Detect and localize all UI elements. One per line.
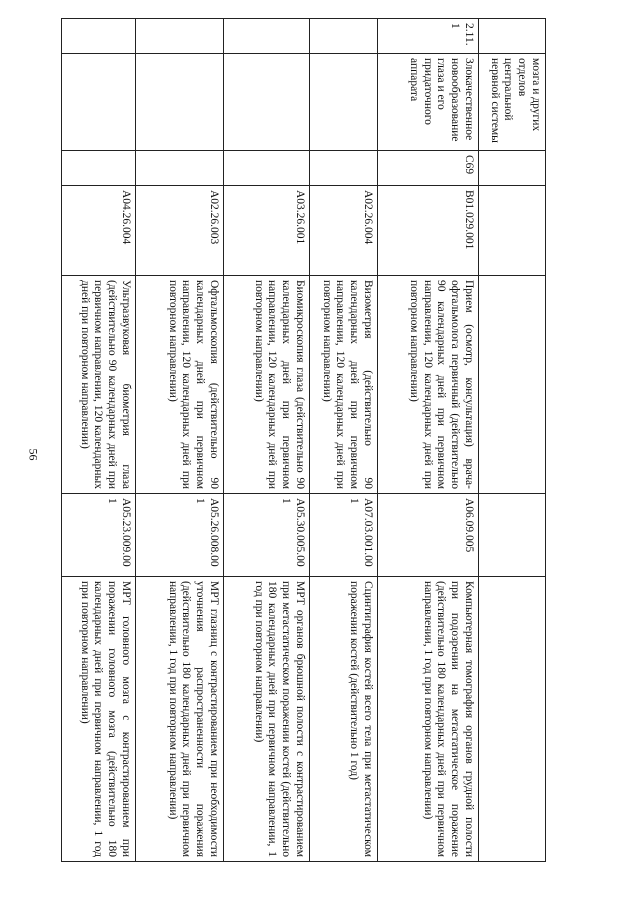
modality-code bbox=[479, 494, 546, 577]
service-description: Биомикроскопия глаза (действительно 90 календарных дней при первичном направлении, 120 календарных дней при повторном направлении) bbox=[224, 276, 310, 494]
modality-description: МРТ органов брюшной полости с контрастированием при метастатическом поражении костей (действительно 180 календарных дней при первичном направлении, 1 год при повторном направлении) bbox=[224, 577, 310, 862]
rotated-table-container bbox=[62, 18, 546, 861]
icd-code bbox=[136, 151, 224, 186]
row-number bbox=[479, 19, 546, 54]
disease-name: Злокачественное новообразование глаза и его придаточного аппарата bbox=[378, 54, 479, 151]
service-description: Офтальмоскопия (действительно 90 календарных дней при первичном направлении, 120 календарных дней при повторном направлении) bbox=[136, 276, 224, 494]
service-description: Визометрия (действительно 90 календарных дней при первичном направлении, 120 календарных дней при повторном направлении) bbox=[310, 276, 378, 494]
icd-code bbox=[310, 151, 378, 186]
row-number bbox=[310, 19, 378, 54]
service-code: B01.029.001 bbox=[378, 186, 479, 276]
service-code: A03.26.001 bbox=[224, 186, 310, 276]
modality-description bbox=[479, 577, 546, 862]
service-description: Ультразвуковая биометрия глаза (действительно 90 календарных дней при первичном направлении, 120 календарных дней при повторном направлении) bbox=[62, 276, 136, 494]
icd-code bbox=[224, 151, 310, 186]
table-row bbox=[62, 19, 136, 862]
modality-code: A05.26.008.001 bbox=[136, 494, 224, 577]
row-number bbox=[224, 19, 310, 54]
row-number bbox=[62, 19, 136, 54]
service-code: A02.26.004 bbox=[310, 186, 378, 276]
disease-name: мозга и других отделов центральной нервной системы bbox=[479, 54, 546, 151]
service-code: A02.26.003 bbox=[136, 186, 224, 276]
row-number: 2.11.1 bbox=[378, 19, 479, 54]
service-description: Прием (осмотр, консультация) врача-офтальмолога первичный (действительно 90 календарных дней при первичном направлении, 120 календарных дней при повторном направлении) bbox=[378, 276, 479, 494]
modality-code: A05.30.005.001 bbox=[224, 494, 310, 577]
modality-code: A06.09.005 bbox=[378, 494, 479, 577]
icd-code bbox=[479, 151, 546, 186]
icd-code bbox=[62, 151, 136, 186]
table-row bbox=[310, 19, 378, 862]
disease-name bbox=[62, 54, 136, 151]
page-number: 56 bbox=[26, 448, 41, 461]
modality-description: МРТ глазниц с контрастированием при необходимости уточнения распространенности поражения (действительно 180 календарных дней при первичном направлении, 1 год при повторном направлении) bbox=[136, 577, 224, 862]
modality-description: МРТ головного мозга с контрастированием при поражении головного мозга (действительно 180 календарных дней при первичном направлении, 1 год при повторном направлении) bbox=[62, 577, 136, 862]
disease-name bbox=[224, 54, 310, 151]
row-number bbox=[136, 19, 224, 54]
icd-code: C69 bbox=[378, 151, 479, 186]
modality-description: Компьютерная томография органов грудной полости при подозрении на метастатическое поражение (действительно 180 календарных дней при первичном направлении, 1 год при повторном направлении) bbox=[378, 577, 479, 862]
modality-code: A07.03.001.001 bbox=[310, 494, 378, 577]
service-code: A04.26.004 bbox=[62, 186, 136, 276]
table-row bbox=[479, 19, 546, 862]
table-row bbox=[136, 19, 224, 862]
modality-code: A05.23.009.001 bbox=[62, 494, 136, 577]
service-code bbox=[479, 186, 546, 276]
diagnostics-table bbox=[61, 18, 546, 862]
disease-name bbox=[310, 54, 378, 151]
table-row bbox=[224, 19, 310, 862]
service-description bbox=[479, 276, 546, 494]
disease-name bbox=[136, 54, 224, 151]
table-row bbox=[378, 19, 479, 862]
modality-description: Сцинтиграфия костей всего тела при метастатическом поражении костей (действительно 1 год) bbox=[310, 577, 378, 862]
